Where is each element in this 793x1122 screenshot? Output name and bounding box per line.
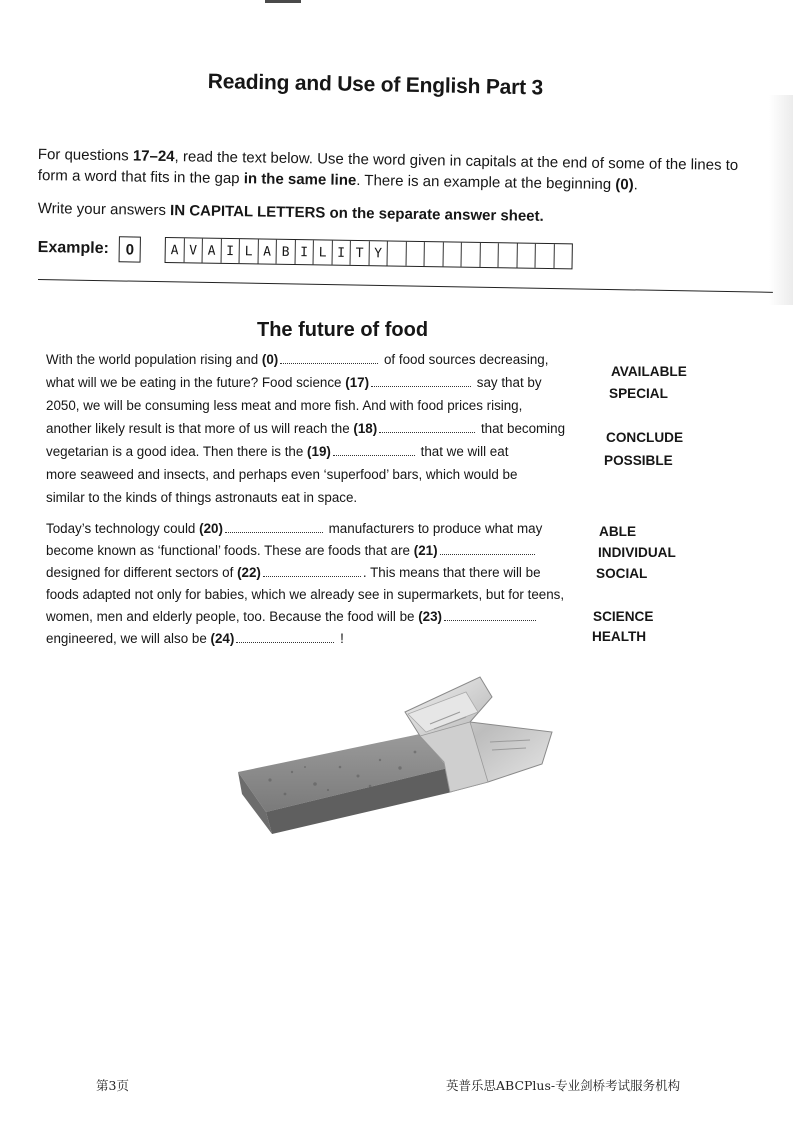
answer-gap (371, 377, 471, 387)
text-line-content: become known as ‘functional’ foods. These are foods that are (46, 543, 414, 558)
section-divider (38, 279, 773, 293)
footer-page-number: 第3页 (96, 1078, 129, 1093)
example-letter-box (462, 243, 481, 267)
text-line (46, 398, 522, 413)
example-letter-box (499, 243, 518, 267)
text-line-content: more seaweed and insects, and perhaps even ‘superfood’ bars, which would be (46, 467, 518, 482)
text-line-content: engineered, we will also be (46, 631, 211, 646)
gap-number: (17) (345, 375, 370, 390)
text-line-content: similar to the kinds of things astronauts eat in space. (46, 490, 358, 505)
answer-gap (444, 611, 536, 621)
example-letter-box (517, 244, 536, 268)
scan-mark (265, 0, 301, 3)
text-line-content: what will we be eating in the future? Food science (46, 375, 346, 390)
answer-gap (263, 567, 361, 577)
text-line (46, 609, 538, 624)
text-line-content: 2050, we will be consuming less meat and more fish. And with food prices rising, (46, 398, 523, 413)
example-letter-box: A (166, 238, 185, 262)
text-line (46, 444, 508, 459)
example-letter-box: I (295, 240, 314, 264)
example-letter-box (480, 243, 499, 267)
text-line (46, 467, 517, 482)
example-letter-box (536, 244, 555, 268)
text-line (46, 587, 564, 602)
answer-gap (236, 633, 334, 643)
answer-gap (225, 523, 323, 533)
gap-number: (22) (237, 565, 261, 580)
example-letter-box: T (351, 241, 370, 265)
text-line-content: Today’s technology could (46, 521, 200, 536)
example-letter-box (554, 244, 572, 268)
article-title: The future of food (257, 319, 429, 341)
keyword: ABLE (599, 524, 637, 539)
instructions-line-3: Write your answers IN CAPITAL LETTERS on the separate answer sheet. (37, 199, 544, 225)
example-letter-box: L (240, 239, 259, 263)
answer-gap (379, 423, 475, 433)
gap-number: (0) (261, 352, 279, 367)
text-line-content: . This means that there will be (362, 565, 541, 580)
gap-number: (23) (418, 609, 443, 624)
text-line (46, 521, 542, 536)
keyword: CONCLUDE (606, 430, 684, 445)
answer-gap (280, 354, 378, 364)
example-letter-box (443, 242, 462, 266)
footer-organization: 英普乐思ABCPlus-专业剑桥考试服务机构 (446, 1078, 681, 1093)
keyword: INDIVIDUAL (598, 545, 676, 560)
keyword: HEALTH (592, 629, 647, 644)
text-line-content: With the world population rising and (46, 352, 262, 367)
gap-number: (18) (353, 421, 378, 436)
instructions-line-1: For questions 17–24, read the text below. Use the word given in capitals at the end of some of the lines to (37, 145, 739, 174)
example-letter-box: V (184, 238, 203, 262)
example-letter-box: I (332, 241, 351, 265)
gap-number: (24) (210, 631, 235, 646)
keyword: SOCIAL (596, 566, 648, 581)
text-line (46, 352, 548, 367)
example-letter-box: B (277, 240, 296, 264)
keyword: SPECIAL (609, 386, 668, 401)
text-line (46, 375, 542, 390)
text-line-content: say that by (473, 375, 542, 390)
example-number-box: 0 (119, 236, 141, 262)
example-row (37, 232, 573, 272)
gap-number: (20) (199, 521, 223, 536)
text-line-content: women, men and elderly people, too. Because the food will be (46, 609, 419, 624)
text-line-content: that becoming (477, 421, 566, 436)
text-line-content: that we will eat (416, 444, 509, 459)
instructions-line-2: form a word that fits in the gap in the same line. There is an example at the beginning (0). (37, 166, 638, 194)
example-letter-box (388, 241, 407, 265)
example-letter-box (425, 242, 444, 266)
answer-gap (333, 446, 415, 456)
text-line-content: designed for different sectors of (46, 565, 238, 580)
text-line-content: vegetarian is a good idea. Then there is the (46, 444, 308, 459)
food-bar-image (230, 672, 560, 847)
text-line-content: manufacturers to produce what may (324, 521, 543, 536)
text-line (46, 421, 565, 436)
keyword: POSSIBLE (604, 453, 673, 468)
keyword: SCIENCE (593, 609, 654, 624)
scan-edge-shadow (769, 95, 793, 305)
text-line (46, 631, 344, 646)
example-letter-box (406, 242, 425, 266)
page-title: Reading and Use of English Part 3 (207, 70, 544, 100)
gap-number: (21) (413, 543, 438, 558)
example-letter-box: A (258, 239, 277, 263)
text-line (46, 490, 357, 505)
text-line (46, 565, 541, 580)
keyword: AVAILABLE (611, 364, 687, 379)
gap-number: (19) (307, 444, 331, 459)
text-line-content: ! (336, 631, 344, 646)
example-letter-box: Y (369, 241, 388, 265)
example-answer-boxes (165, 237, 573, 269)
text-line (46, 543, 537, 558)
text-line-content: another likely result is that more of us will reach the (46, 421, 354, 436)
text-line-content: foods adapted not only for babies, which we already see in supermarkets, but for teens, (46, 587, 565, 602)
example-label: Example: (37, 238, 110, 258)
example-letter-box: A (203, 239, 222, 263)
answer-gap (440, 545, 535, 555)
text-line-content: of food sources decreasing, (380, 352, 549, 367)
example-letter-box: I (221, 239, 240, 263)
example-letter-box: L (314, 240, 333, 264)
